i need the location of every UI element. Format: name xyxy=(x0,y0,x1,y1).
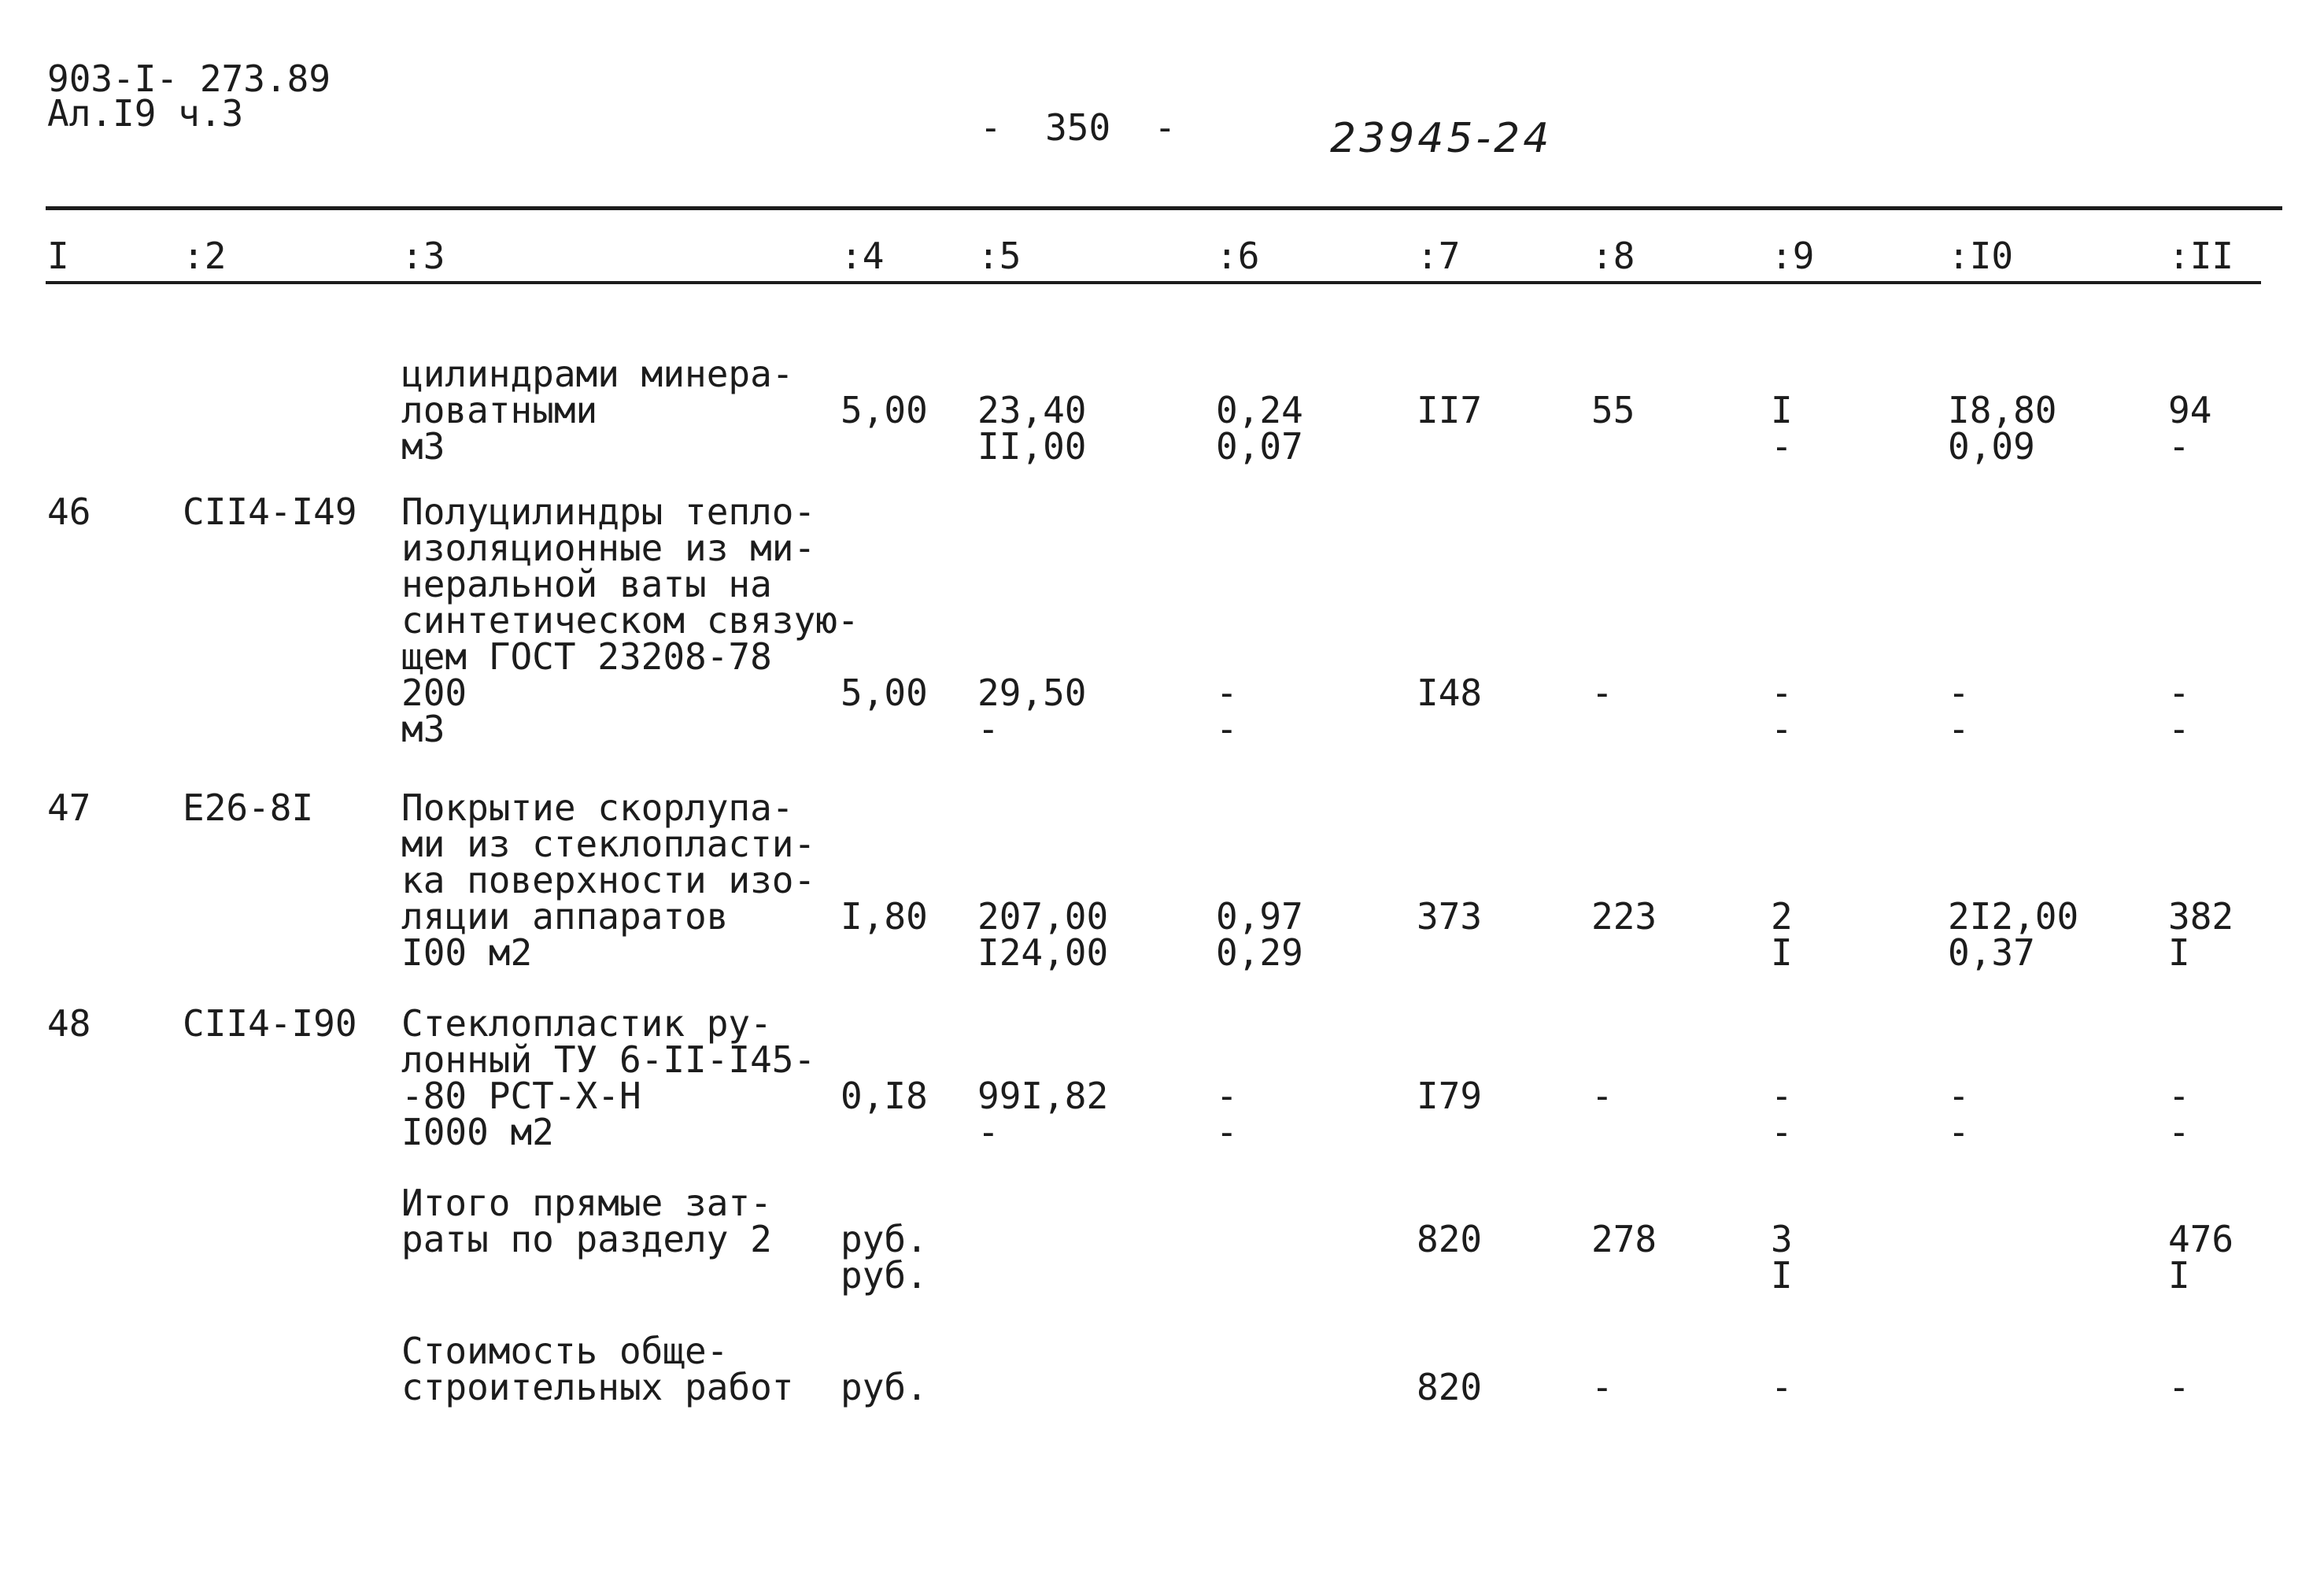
cell-code xyxy=(183,1002,357,1045)
cell-line: - xyxy=(1771,708,1793,750)
cell-c4 xyxy=(841,389,928,431)
column-header-4: :4 xyxy=(841,235,885,277)
cell-c4 xyxy=(841,895,928,938)
cell-line: руб. xyxy=(841,1218,928,1260)
cell-line: - xyxy=(1948,1111,1970,1153)
description-line: Покрытие скорлупа- xyxy=(401,786,794,829)
cell-line: I8,80 xyxy=(1948,389,2057,431)
cell-c6 xyxy=(1216,895,1303,974)
cell-c10 xyxy=(1948,672,1970,750)
description-line: цилиндрами минера- xyxy=(401,353,794,395)
cell-c8 xyxy=(1591,1366,1613,1408)
column-header-9: :9 xyxy=(1771,235,1815,277)
row-description xyxy=(401,490,859,750)
cell-line: I xyxy=(2168,931,2190,974)
cell-c4 xyxy=(841,1366,928,1408)
description-line: раты по разделу 2 xyxy=(401,1218,772,1260)
cell-c8 xyxy=(1591,1218,1657,1260)
cell-code xyxy=(183,490,357,533)
column-header-2: :2 xyxy=(183,235,227,277)
cell-line: 55 xyxy=(1591,389,1635,431)
cell-line: - xyxy=(1771,1111,1793,1153)
row-description xyxy=(401,1182,772,1260)
cell-c7 xyxy=(1417,895,1483,938)
description-line: Стоимость обще- xyxy=(401,1330,729,1372)
cell-line: 820 xyxy=(1417,1218,1483,1260)
row-description xyxy=(401,786,816,974)
description-line: щем ГОСТ 23208-78 xyxy=(401,635,772,678)
cell-line: 0,09 xyxy=(1948,425,2035,468)
cell-line: - xyxy=(1591,672,1613,714)
cell-line: руб. xyxy=(841,1366,928,1408)
document-code: 903-I- 273.89 xyxy=(47,57,331,100)
cell-c4 xyxy=(841,1075,928,1117)
cell-c4 xyxy=(841,672,928,714)
cell-line: - xyxy=(1948,1075,1970,1117)
cell-line: 99I,82 xyxy=(977,1075,1109,1117)
description-line: изоляционные из ми- xyxy=(401,527,816,569)
description-line: ми из стеклопласти- xyxy=(401,823,816,865)
cell-c10 xyxy=(1948,389,2057,468)
cell-line: - xyxy=(977,708,999,750)
description-line: I00 м2 xyxy=(401,931,533,974)
cell-c5 xyxy=(977,1075,1109,1153)
cell-line: 2I2,00 xyxy=(1948,895,2079,938)
top-rule xyxy=(46,206,2282,210)
cell-line: - xyxy=(2168,425,2190,468)
cell-line: I24,00 xyxy=(977,931,1109,974)
cell-c11 xyxy=(2168,1366,2190,1408)
cell-c8 xyxy=(1591,672,1613,714)
cell-line: I79 xyxy=(1417,1075,1483,1117)
cell-c11 xyxy=(2168,1075,2190,1153)
cell-line: - xyxy=(2168,708,2190,750)
cell-line: CII4-I90 xyxy=(183,1002,357,1045)
cell-line: - xyxy=(1216,1075,1238,1117)
cell-line: - xyxy=(2168,672,2190,714)
cell-line: - xyxy=(1771,672,1793,714)
description-line: неральной ваты на xyxy=(401,563,772,605)
cell-line: 382 xyxy=(2168,895,2234,938)
cell-line: 46 xyxy=(47,490,91,533)
cell-c11 xyxy=(2168,1218,2234,1297)
cell-line: 5,00 xyxy=(841,672,928,714)
column-header-7: :7 xyxy=(1417,235,1461,277)
cell-line: 23,40 xyxy=(977,389,1087,431)
cell-c6 xyxy=(1216,672,1238,750)
cell-line: 2 xyxy=(1771,895,1793,938)
cell-line: II,00 xyxy=(977,425,1087,468)
cell-line: - xyxy=(1216,708,1238,750)
description-line: 200 xyxy=(401,672,467,714)
cell-line: - xyxy=(1591,1366,1613,1408)
description-line: Стеклопластик ру- xyxy=(401,1002,772,1045)
description-line: м3 xyxy=(401,708,445,750)
page-marker: - 350 - xyxy=(980,106,1177,149)
cell-c9 xyxy=(1771,895,1793,974)
description-line: ляции аппаратов xyxy=(401,895,729,938)
cell-line: 47 xyxy=(47,786,91,829)
cell-c6 xyxy=(1216,1075,1238,1153)
cell-c7 xyxy=(1417,389,1483,431)
cell-line: 0,97 xyxy=(1216,895,1303,938)
cell-c9 xyxy=(1771,672,1793,750)
cell-line: 476 xyxy=(2168,1218,2234,1260)
cell-c8 xyxy=(1591,1075,1613,1117)
cell-line: I48 xyxy=(1417,672,1483,714)
cell-line: - xyxy=(2168,1111,2190,1153)
cell-line: 373 xyxy=(1417,895,1483,938)
cell-line: - xyxy=(1948,672,1970,714)
column-header-10: :I0 xyxy=(1948,235,2014,277)
cell-line: - xyxy=(1216,672,1238,714)
cell-c11 xyxy=(2168,389,2212,468)
cell-line: CII4-I49 xyxy=(183,490,357,533)
cell-line: 29,50 xyxy=(977,672,1087,714)
description-line: I000 м2 xyxy=(401,1111,554,1153)
cell-c5 xyxy=(977,895,1109,974)
cell-line: 223 xyxy=(1591,895,1657,938)
cell-num xyxy=(47,490,91,533)
cell-line: 278 xyxy=(1591,1218,1657,1260)
cell-line: 0,07 xyxy=(1216,425,1303,468)
cell-line: 820 xyxy=(1417,1366,1483,1408)
cell-c7 xyxy=(1417,1218,1483,1260)
cell-line: I,80 xyxy=(841,895,928,938)
cell-line: I xyxy=(1771,1254,1793,1297)
cell-num xyxy=(47,1002,91,1045)
column-header-1: I xyxy=(47,235,69,277)
cell-c11 xyxy=(2168,672,2190,750)
cell-line: I xyxy=(1771,931,1793,974)
column-header-3: :3 xyxy=(401,235,445,277)
cell-num xyxy=(47,786,91,829)
cell-line: - xyxy=(1771,1075,1793,1117)
cell-c5 xyxy=(977,389,1087,468)
row-description xyxy=(401,353,794,468)
column-header-underline xyxy=(46,281,2261,284)
cell-line: II7 xyxy=(1417,389,1483,431)
cell-line: - xyxy=(977,1111,999,1153)
description-line: Итого прямые зат- xyxy=(401,1182,772,1224)
cell-line: 207,00 xyxy=(977,895,1109,938)
sheet-number-handwritten: 23945-24 xyxy=(1330,115,1553,162)
cell-c9 xyxy=(1771,1075,1793,1153)
description-line: -80 РСТ-Х-Н xyxy=(401,1075,641,1117)
description-line: ловатными xyxy=(401,389,598,431)
cell-line: - xyxy=(1771,1366,1793,1408)
cell-line: 48 xyxy=(47,1002,91,1045)
description-line: лонный ТУ 6-II-I45- xyxy=(401,1038,816,1081)
cell-c8 xyxy=(1591,389,1635,431)
cell-line: 0,24 xyxy=(1216,389,1303,431)
description-line: строительных работ xyxy=(401,1366,794,1408)
cell-c7 xyxy=(1417,672,1483,714)
cell-c9 xyxy=(1771,1218,1793,1297)
cell-line: E26-8I xyxy=(183,786,314,829)
column-header-6: :6 xyxy=(1216,235,1260,277)
cell-line: 94 xyxy=(2168,389,2212,431)
cell-c10 xyxy=(1948,895,2079,974)
cell-line: - xyxy=(1771,425,1793,468)
description-line: Полуцилиндры тепло- xyxy=(401,490,816,533)
cell-c7 xyxy=(1417,1366,1483,1408)
cell-line: - xyxy=(1216,1111,1238,1153)
cell-line: 5,00 xyxy=(841,389,928,431)
cell-line: 3 xyxy=(1771,1218,1793,1260)
column-header-11: :II xyxy=(2168,235,2234,277)
cell-c9 xyxy=(1771,1366,1793,1408)
column-header-5: :5 xyxy=(977,235,1022,277)
cell-line: I xyxy=(1771,389,1793,431)
cell-line: - xyxy=(2168,1366,2190,1408)
cell-line: 0,37 xyxy=(1948,931,2035,974)
row-description xyxy=(401,1330,794,1408)
album-reference: Ал.I9 ч.3 xyxy=(47,92,244,135)
cell-c6 xyxy=(1216,389,1303,468)
cell-line: I xyxy=(2168,1254,2190,1297)
cell-line: 0,I8 xyxy=(841,1075,928,1117)
cell-line: - xyxy=(1948,708,1970,750)
row-description xyxy=(401,1002,816,1153)
description-line: ка поверхности изо- xyxy=(401,859,816,901)
cell-c10 xyxy=(1948,1075,1970,1153)
cell-c9 xyxy=(1771,389,1793,468)
cell-code xyxy=(183,786,314,829)
description-line: синтетическом связую- xyxy=(401,599,859,642)
cell-line: - xyxy=(1591,1075,1613,1117)
description-line: м3 xyxy=(401,425,445,468)
cell-c5 xyxy=(977,672,1087,750)
cell-c8 xyxy=(1591,895,1657,938)
cell-line: руб. xyxy=(841,1254,928,1297)
cell-line: 0,29 xyxy=(1216,931,1303,974)
cell-line: - xyxy=(2168,1075,2190,1117)
cell-c7 xyxy=(1417,1075,1483,1117)
cell-c4 xyxy=(841,1218,928,1297)
column-header-8: :8 xyxy=(1591,235,1635,277)
cell-c11 xyxy=(2168,895,2234,974)
